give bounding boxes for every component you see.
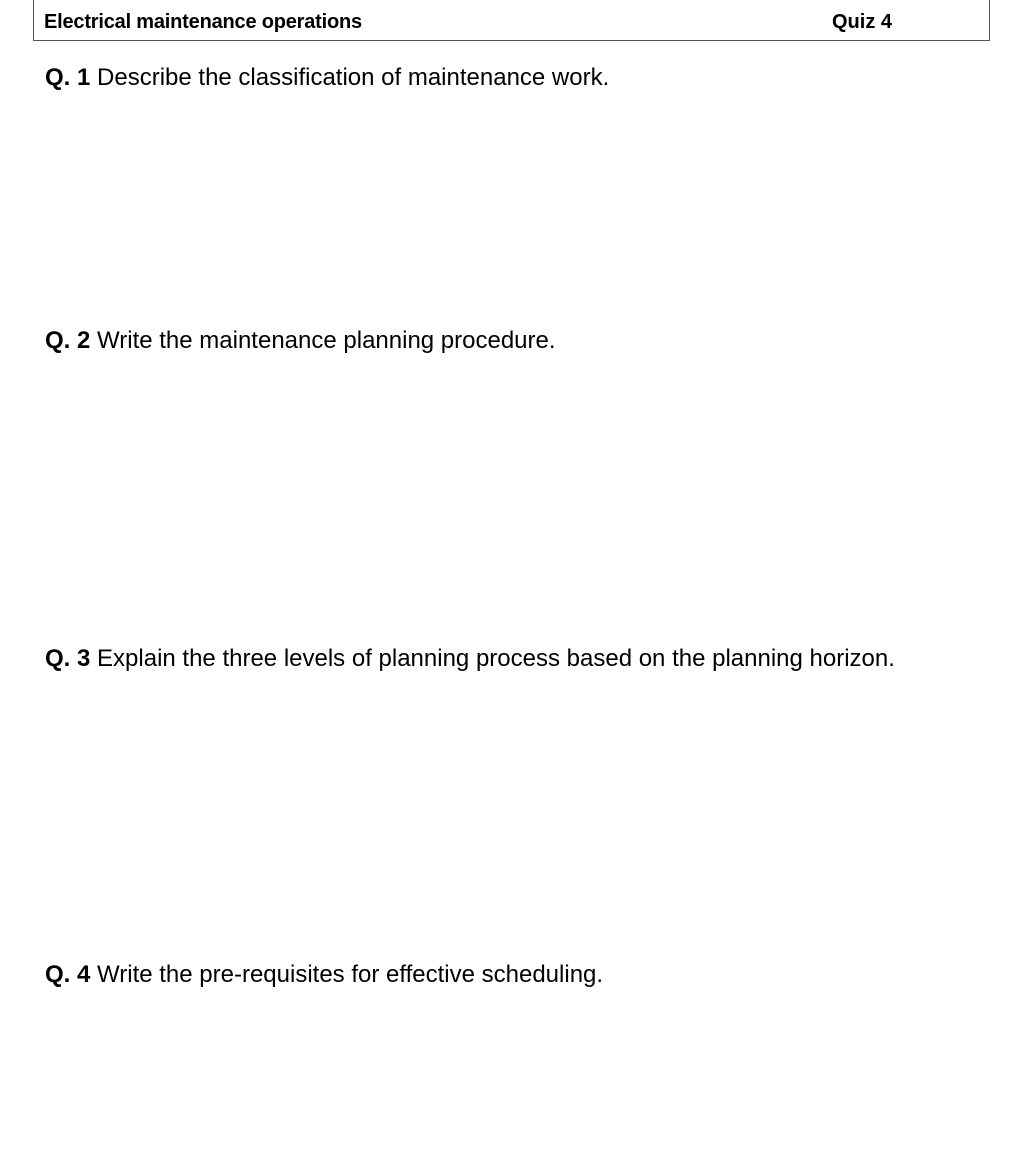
header-box: [33, 0, 990, 41]
question-number: Q. 2: [45, 327, 91, 354]
course-title: Electrical maintenance operations: [44, 11, 362, 33]
question-number: Q. 3: [45, 645, 91, 672]
question-3: [45, 645, 895, 673]
question-text: Write the pre-requisites for effective scheduling.: [97, 961, 604, 988]
question-text: Explain the three levels of planning process based on the planning horizon.: [97, 645, 895, 672]
question-4: [45, 961, 603, 989]
question-text: Write the maintenance planning procedure.: [97, 327, 556, 354]
question-number: Q. 4: [45, 961, 91, 988]
question-text: Describe the classification of maintenance work.: [97, 64, 610, 91]
question-number: Q. 1: [45, 64, 91, 91]
quiz-label: Quiz 4: [832, 11, 893, 33]
question-2: [45, 327, 556, 355]
question-1: [45, 64, 609, 92]
